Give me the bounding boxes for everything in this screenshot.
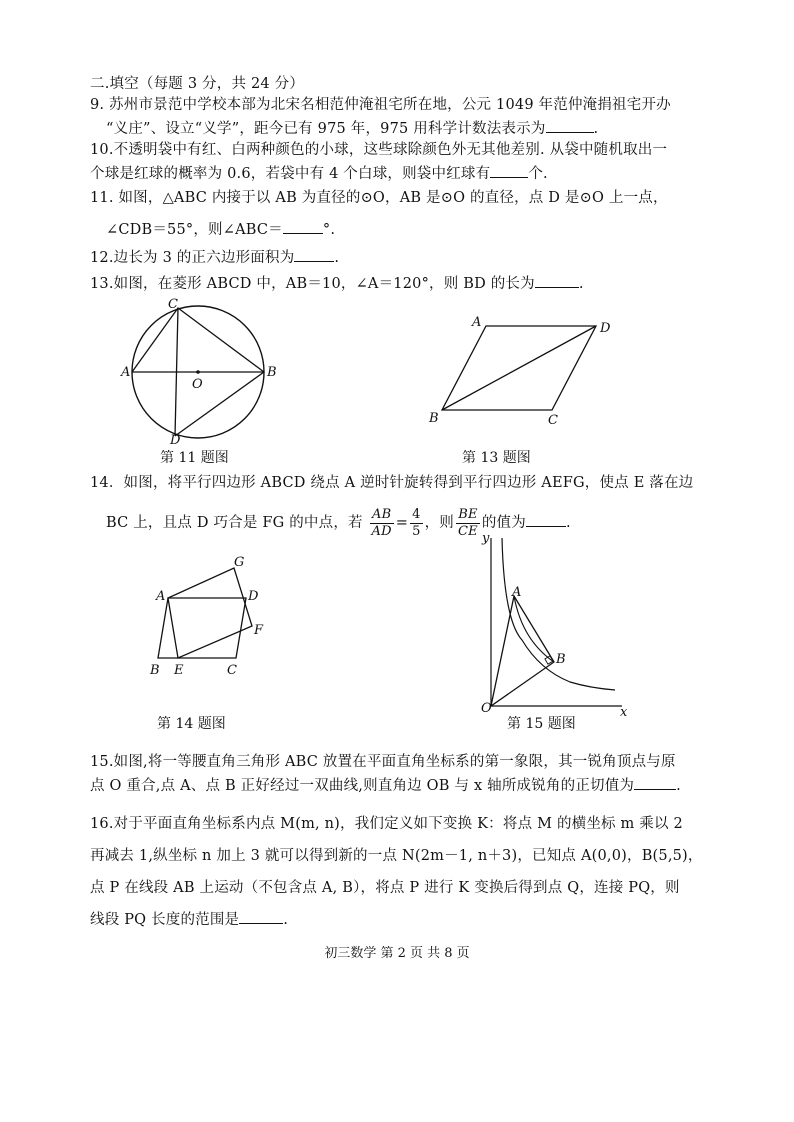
fraction-ab-ad: [370, 507, 394, 540]
q10-line2-text: 个球是红球的概率为 0.6，若袋中有 4 个白球，则袋中红球有: [90, 166, 491, 182]
q14-line2-a: BC 上，且点 D 巧合是 FG 的中点，若: [106, 515, 363, 531]
label-d: D: [600, 321, 611, 336]
fig13-caption: 第 13 题图: [462, 450, 531, 466]
q11-line1: 11. 如图，△ABC 内接于以 AB 为直径的⊙O，AB 是⊙O 的直径，点 D 是⊙O 上一点，: [90, 190, 668, 206]
label-o: O: [481, 701, 492, 716]
q16-line3: 点 P 在线段 AB 上运动（不包含点 A, B），将点 P 进行 K 变换后得到点 Q，连接 PQ，则: [90, 880, 680, 896]
fig11-caption: 第 11 题图: [160, 450, 229, 466]
label-c: C: [168, 297, 178, 312]
q14-line2-c: 的值为: [481, 515, 526, 531]
label-d: D: [170, 433, 181, 446]
frac3-den: CE: [458, 523, 478, 539]
triangle-abc: [132, 308, 264, 372]
label-a: A: [121, 365, 131, 380]
q14-equals: =: [395, 515, 409, 531]
q16-line4-end: .: [283, 912, 289, 928]
q13-text: 13.如图，在菱形 ABCD 中，AB＝10，∠A＝120°，则 BD 的长为: [90, 276, 535, 292]
q11-line2-end: °.: [322, 222, 336, 238]
label-y: y: [482, 531, 490, 546]
label-o: O: [192, 377, 203, 392]
q15-line2-end: .: [676, 778, 681, 794]
figure-15: [470, 530, 630, 720]
q16-answer-blank[interactable]: [239, 908, 283, 924]
label-e: E: [174, 663, 184, 678]
q16-line4-text: 线段 PQ 长度的范围是: [90, 912, 240, 928]
figure-11: [120, 296, 290, 446]
label-b: B: [267, 365, 277, 380]
q15-line2: [90, 774, 681, 796]
q13-end: .: [578, 276, 584, 292]
label-g: G: [234, 555, 245, 570]
frac2-num: 4: [412, 506, 421, 522]
frac1-den: AD: [371, 523, 392, 539]
frac3-num: BE: [456, 507, 480, 524]
q15-answer-blank[interactable]: [634, 774, 676, 790]
q12-line: [90, 246, 339, 268]
frac1-num: AB: [370, 507, 394, 524]
label-c: C: [548, 413, 558, 428]
q9-line2-end: .: [593, 121, 599, 137]
parallelogram-abcd: [158, 598, 246, 658]
label-b: B: [150, 663, 160, 678]
q11-line2-text: ∠CDB＝55°，则∠ABC＝: [106, 222, 283, 238]
diagonal-bd: [442, 326, 596, 410]
frac2-den: 5: [412, 523, 421, 539]
q14-answer-blank[interactable]: [526, 511, 566, 527]
q10-line2: [90, 162, 548, 184]
label-a: A: [472, 315, 482, 330]
label-a: A: [512, 585, 522, 600]
q16-line4: [90, 908, 288, 930]
label-d: D: [248, 589, 259, 604]
page-footer: 初三数学 第 2 页 共 8 页: [324, 946, 470, 961]
label-b: B: [429, 411, 439, 426]
q9-line1: 9. 苏州市景范中学校本部为北宋名相范仲淹祖宅所在地，公元 1049 年范仲淹捐祖宅开办: [90, 97, 671, 113]
q14-line2-end: .: [565, 515, 571, 531]
fig15-caption: 第 15 题图: [507, 716, 576, 732]
figure-13: [420, 310, 630, 430]
q15-line2-text: 点 O 重合,点 A、点 B 正好经过一双曲线,则直角边 OB 与 x 轴所成锐角的正切值为: [90, 778, 635, 794]
q15-line1: 15.如图,将一等腰直角三角形 ABC 放置在平面直角坐标系的第一象限，其一锐角顶点与原: [90, 754, 676, 770]
label-b: B: [556, 652, 566, 667]
q16-line2: 再减去 1,纵坐标 n 加上 3 就可以得到新的一点 N(2m－1, n＋3)，已知点 A(0,0)，B(5,5)，: [90, 848, 703, 864]
q13-line: [90, 272, 584, 294]
chord-db: [175, 372, 264, 436]
q9-line2: [106, 117, 598, 139]
q14-line1: 14．如图，将平行四边形 ABCD 绕点 A 逆时针旋转得到平行四边形 AEFG，使点 E 落在边: [90, 475, 694, 491]
q12-end: .: [334, 250, 340, 266]
q11-answer-blank[interactable]: [283, 218, 323, 234]
q9-answer-blank[interactable]: [546, 117, 594, 133]
q12-text: 12.边长为 3 的正六边形面积为: [90, 250, 295, 266]
section-header: 二.填空（每题 3 分，共 24 分）: [90, 76, 305, 92]
center-point: [196, 370, 200, 374]
triangle-oab: [491, 596, 554, 706]
label-c: C: [227, 663, 237, 678]
q13-answer-blank[interactable]: [535, 272, 579, 288]
q11-line2: [106, 218, 335, 240]
q10-line2-end: 个.: [528, 166, 548, 182]
figure-14: [140, 550, 280, 680]
label-a: A: [156, 589, 166, 604]
fraction-4-5: [410, 507, 422, 540]
q14-line2-b: ，则: [424, 515, 455, 531]
fig14-caption: 第 14 题图: [157, 716, 226, 732]
q9-line2-text: “义庄”、设立“义学”，距今已有 975 年，975 用科学计数法表示为: [106, 121, 546, 137]
parallelogram-aefg: [168, 568, 252, 658]
q12-answer-blank[interactable]: [294, 246, 334, 262]
q10-answer-blank[interactable]: [490, 162, 528, 178]
label-f: F: [254, 623, 264, 638]
q16-line1: 16.对于平面直角坐标系内点 M(m, n)，我们定义如下变换 K：将点 M 的横坐标 m 乘以 2: [90, 816, 683, 832]
label-x: x: [620, 705, 628, 720]
q10-line1: 10.不透明袋中有红、白两种颜色的小球，这些球除颜色外无其他差别. 从袋中随机取出一: [90, 142, 668, 158]
